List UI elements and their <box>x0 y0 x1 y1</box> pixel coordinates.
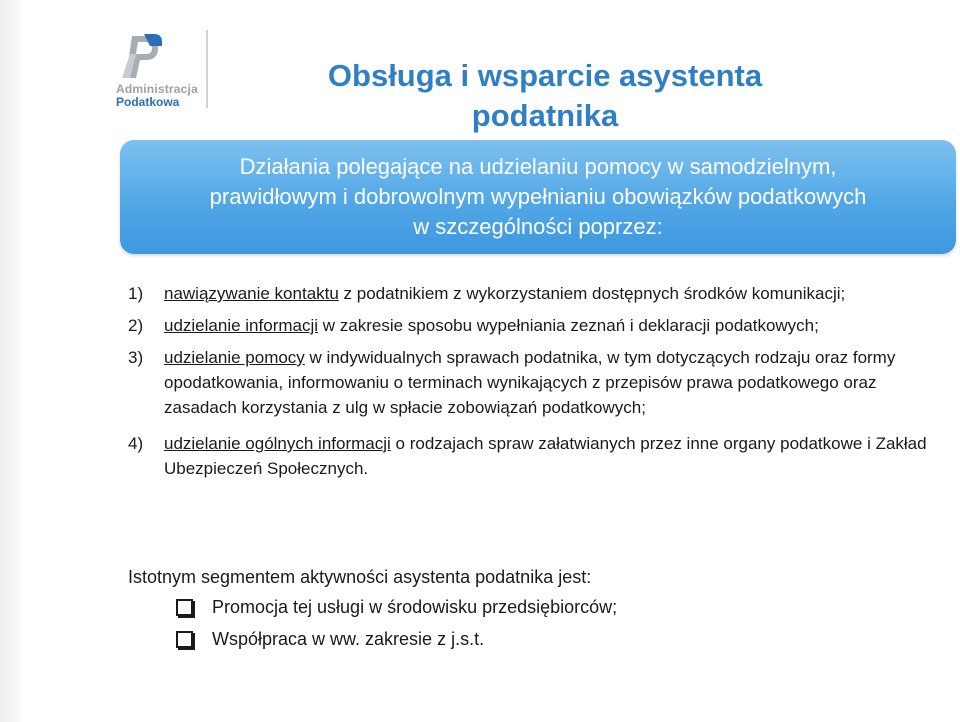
checkbox-icon <box>176 631 193 648</box>
logo-text-line2: Podatkowa <box>116 95 180 109</box>
checklist-item-label: Współpraca w ww. zakresie z j.s.t. <box>212 629 485 649</box>
list-item-text: o rodzajach spraw załatwianych przez inne organy podatkowe i Zakład Ubezpieczeń Społecznych. <box>164 434 927 478</box>
banner-text <box>120 152 956 242</box>
checklist <box>176 592 617 656</box>
list-item-text: z podatnikiem z wykorzystaniem dostępnych środków komunikacji; <box>338 284 846 303</box>
list-item-underlined: nawiązywanie kontaktu <box>164 284 339 303</box>
checklist-item <box>176 592 617 624</box>
administracja-podatkowa-logo <box>112 30 212 112</box>
checklist-item <box>176 624 617 656</box>
left-stripe <box>0 0 20 722</box>
banner-line-2: prawidłowym i dobrowolnym wypełnianiu obowiązków podatkowych <box>209 184 867 209</box>
list-item-number: 4) <box>128 434 144 453</box>
list-item <box>128 313 943 338</box>
numbered-list <box>128 281 943 481</box>
list-item-number: 3) <box>128 348 144 367</box>
logo-divider <box>206 30 208 108</box>
banner-line-3: w szczególności poprzez: <box>413 214 663 239</box>
checklist-item-label: Promocja tej usługi w środowisku przedsiębiorców; <box>212 597 618 617</box>
banner-line-1: Działania polegające na udzielaniu pomocy w samodzielnym, <box>239 154 837 179</box>
list-item <box>128 281 943 306</box>
checkbox-icon <box>176 599 193 616</box>
list-item-number: 2) <box>128 316 144 335</box>
page-title: Obsługa i wsparcie asystenta podatnika <box>327 58 763 133</box>
list-item-text: w indywidualnych sprawach podatnika, w tym dotyczących rodzaju oraz formy opodatkowania, informowaniu o terminach wynikających z przepisów prawa podatkowego oraz zasadach korzystania z ulg w spłacie zobowiązań podatkowych; <box>164 348 896 417</box>
logo-text-line1: Administracja <box>116 82 198 96</box>
outro-text: Istotnym segmentem aktywności asystenta podatnika jest: <box>128 567 592 587</box>
ap-logo-icon <box>118 32 164 82</box>
intro-banner <box>120 140 956 254</box>
list-item <box>128 345 943 420</box>
list-item <box>128 431 943 481</box>
list-item-underlined: udzielanie pomocy <box>164 348 305 367</box>
list-item-underlined: udzielanie ogólnych informacji <box>164 434 391 453</box>
list-item-text: w zakresie sposobu wypełniania zeznań i deklaracji podatkowych; <box>318 316 819 335</box>
list-item-number: 1) <box>128 284 144 303</box>
list-item-underlined: udzielanie informacji <box>164 316 319 335</box>
